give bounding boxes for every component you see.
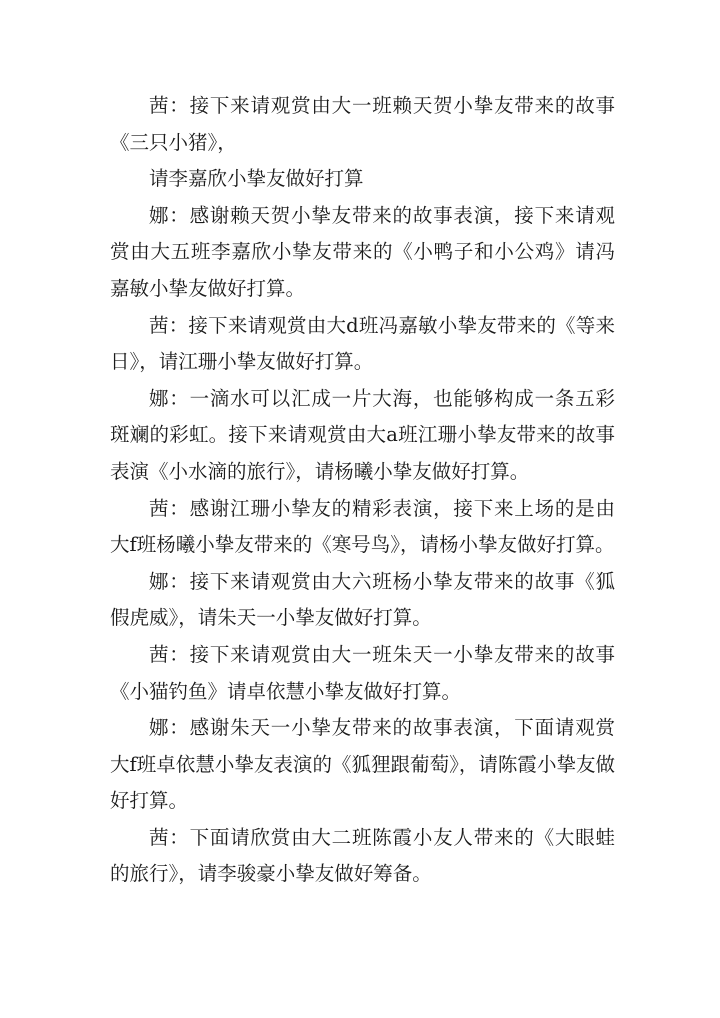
paragraph-8: 茜：接下来请观赏由大一班朱天一小挚友带来的故事《小猫钓鱼》请卓依慧小挚友做好打算。 — [110, 642, 615, 703]
paragraph-6: 茜：感谢江珊小挚友的精彩表演，接下来上场的是由大f班杨曦小挚友带来的《寒号鸟》，请杨小挚友做好打算。 — [110, 496, 615, 557]
document-body — [110, 88, 615, 893]
paragraph-7: 娜：接下来请观赏由大六班杨小挚友带来的故事《狐假虎威》，请朱天一小挚友做好打算。 — [110, 569, 615, 630]
paragraph-1: 茜：接下来请观赏由大一班赖天贺小挚友带来的故事《三只小猪》， — [110, 94, 615, 154]
paragraph-10: 茜：下面请欣赏由大二班陈霞小友人带来的《大眼蛙的旅行》，请李骏豪小挚友做好筹备。 — [110, 825, 615, 886]
paragraph-5: 娜：一滴水可以汇成一片大海，也能够构成一条五彩斑斓的彩虹。接下来请观赏由大a班江珊小挚友带来的故事表演《小水滴的旅行》，请杨曦小挚友做好打算。 — [110, 386, 615, 483]
paragraph-4: 茜：接下来请观赏由大d班冯嘉敏小挚友带来的《等来日》，请江珊小挚友做好打算。 — [110, 313, 615, 374]
paragraph-2: 请李嘉欣小挚友做好打算 — [149, 167, 364, 191]
paragraph-3: 娜：感谢赖天贺小挚友带来的故事表演，接下来请观赏由大五班李嘉欣小挚友带来的《小鸭子和小公鸡》请冯嘉敏小挚友做好打算。 — [110, 203, 615, 300]
paragraph-9: 娜：感谢朱天一小挚友带来的故事表演，下面请观赏大f班卓依慧小挚友表演的《狐狸跟葡萄》，请陈霞小挚友做好打算。 — [110, 716, 615, 813]
